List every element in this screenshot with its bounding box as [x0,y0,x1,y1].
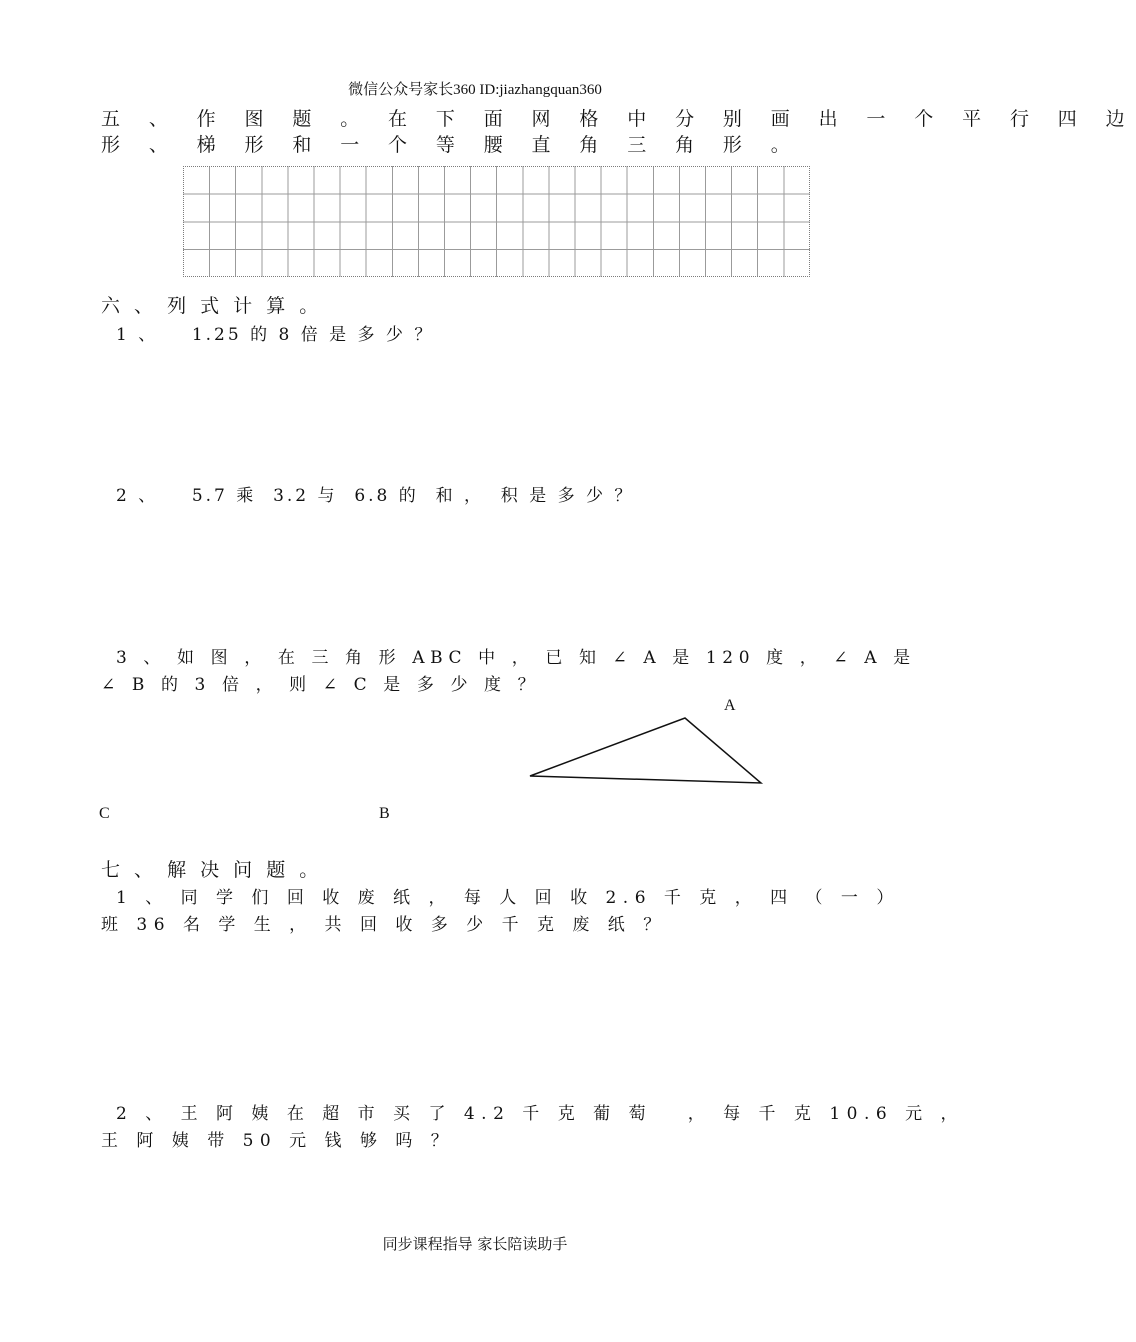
triangle-figure [520,712,770,792]
section7-title: 七 、 解 决 问 题 。 [101,859,323,881]
triangle-abc [530,718,761,783]
section6-question-2: 2 、 5.7 乘 3.2 与 6.8 的 和 ， 积 是 多 少 ？ [116,486,635,506]
section6-question-3-line2: ∠ B 的 3 倍 ， 则 ∠ C 是 多 少 度 ？ [101,675,541,695]
section7-question-2-line2: 王 阿 姨 带 50 元 钱 够 吗 ？ [101,1131,455,1151]
vertex-label-a: A [724,697,736,714]
section5-line1: 五 、 作 图 题 。 在 下 面 网 格 中 分 别 画 出 一 个 平 行 四 边 [101,108,1136,130]
section5-line2: 形 、 梯 形 和 一 个 等 腰 直 角 三 角 形 。 [101,134,802,156]
vertex-label-c: C [99,805,110,822]
section7-question-1-line1: 1 、 同 学 们 回 收 废 纸 ， 每 人 回 收 2.6 千 克 ， 四 （ 一 ） [116,888,900,908]
section7-question-2-line1: 2 、 王 阿 姨 在 超 市 买 了 4.2 千 克 葡 萄 ， 每 千 克 10.6 元 ， [116,1104,964,1124]
page-header: 微信公众号家长360 ID:jiazhangquan360 [348,82,602,98]
drawing-grid [183,166,810,277]
page-footer: 同步课程指导 家长陪读助手 [382,1235,568,1253]
section6-question-3-line1: 3 、 如 图 ， 在 三 角 形 ABC 中 ， 已 知 ∠ A 是 120 度 ， ∠ A 是 [116,648,916,668]
section6-title: 六 、 列 式 计 算 。 [101,295,323,317]
vertex-label-b: B [379,805,390,822]
section7-question-1-line2: 班 36 名 学 生 ， 共 回 收 多 少 千 克 废 纸 ？ [101,915,667,935]
section6-question-1: 1 、 1.25 的 8 倍 是 多 少 ？ [116,325,435,345]
